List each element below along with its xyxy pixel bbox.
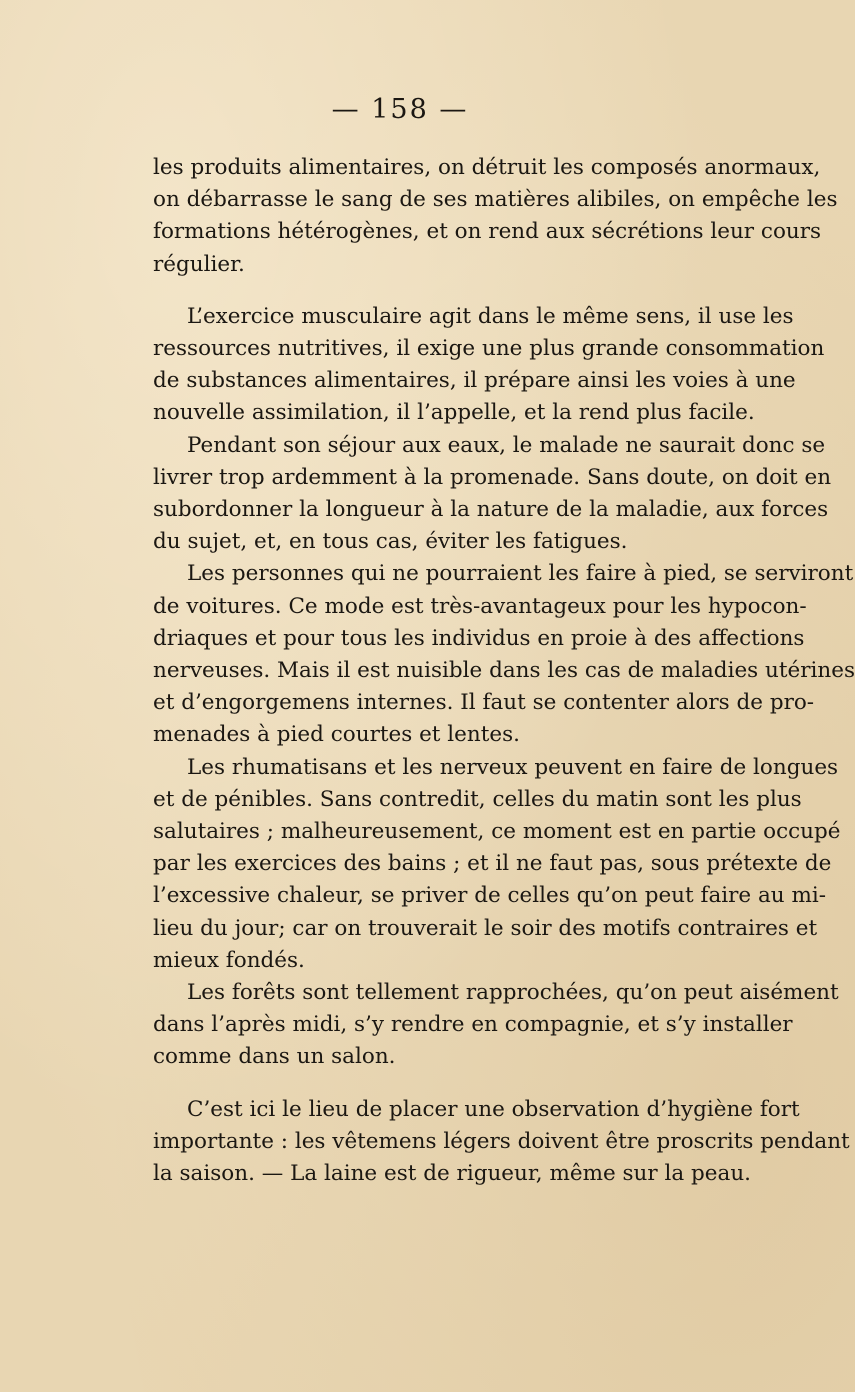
text-line: par les exercices des bains ; et il ne faut pas, sous prétexte de xyxy=(153,851,832,877)
text-line: et d’engorgemens internes. Il faut se contenter alors de pro- xyxy=(153,690,815,716)
text-line: Pendant son séjour aux eaux, le malade ne saurait donc se xyxy=(187,432,826,458)
text-line: dans l’après midi, s’y rendre en compagnie, et s’y installer xyxy=(153,1012,793,1038)
text-line: comme dans un salon. xyxy=(153,1044,396,1070)
text-line: régulier. xyxy=(153,251,245,277)
text-line: subordonner la longueur à la nature de la maladie, aux forces xyxy=(153,497,829,523)
text-line: menades à pied courtes et lentes. xyxy=(153,722,520,748)
page-number-header: — 158 — xyxy=(331,94,469,125)
paragraph-gap xyxy=(153,281,761,301)
text-line: ressources nutritives, il exige une plus grande consommation xyxy=(153,336,825,362)
paragraph-gap xyxy=(153,1074,761,1094)
text-line: nerveuses. Mais il est nuisible dans les cas de maladies utérines xyxy=(153,658,855,684)
text-line: les produits alimentaires, on détruit les composés anormaux, xyxy=(153,155,821,180)
text-line: et de pénibles. Sans contredit, celles du matin sont les plus xyxy=(153,786,802,812)
text-line: C’est ici le lieu de placer une observation d’hygiène fort xyxy=(187,1096,800,1122)
text-line: importante : les vêtemens légers doivent être proscrits pendant xyxy=(153,1128,850,1154)
text-line: du sujet, et, en tous cas, éviter les fatigues. xyxy=(153,529,628,555)
text-line: Les personnes qui ne pourraient les faire à pied, se serviront xyxy=(187,561,854,587)
text-line: salutaires ; malheureusement, ce moment est en partie occupé xyxy=(153,819,841,845)
text-line: nouvelle assimilation, il l’appelle, et la rend plus facile. xyxy=(153,400,755,426)
body-text xyxy=(153,152,855,1190)
text-line: Les forêts sont tellement rapprochées, qu’on peut aisément xyxy=(187,980,839,1006)
text-line: la saison. — La laine est de rigueur, même sur la peau. xyxy=(153,1161,752,1187)
text-line: formations hétérogènes, et on rend aux sécrétions leur cours xyxy=(153,219,822,245)
text-line: livrer trop ardemment à la promenade. Sans doute, on doit en xyxy=(153,464,832,490)
text-line: l’excessive chaleur, se priver de celles qu’on peut faire au mi- xyxy=(153,883,827,909)
text-line: de voitures. Ce mode est très-avantageux pour les hypocon- xyxy=(153,593,807,619)
text-line: L’exercice musculaire agit dans le même sens, il use les xyxy=(187,303,794,329)
text-line: Les rhumatisans et les nerveux peuvent en faire de longues xyxy=(187,754,839,780)
text-line: driaques et pour tous les individus en proie à des affections xyxy=(153,625,805,651)
text-line: mieux fondés. xyxy=(153,947,305,973)
text-line: lieu du jour; car on trouverait le soir des motifs contraires et xyxy=(153,915,818,941)
text-line: de substances alimentaires, il prépare ainsi les voies à une xyxy=(153,368,796,394)
text-line: on débarrasse le sang de ses matières alibiles, on empêche les xyxy=(153,187,838,213)
